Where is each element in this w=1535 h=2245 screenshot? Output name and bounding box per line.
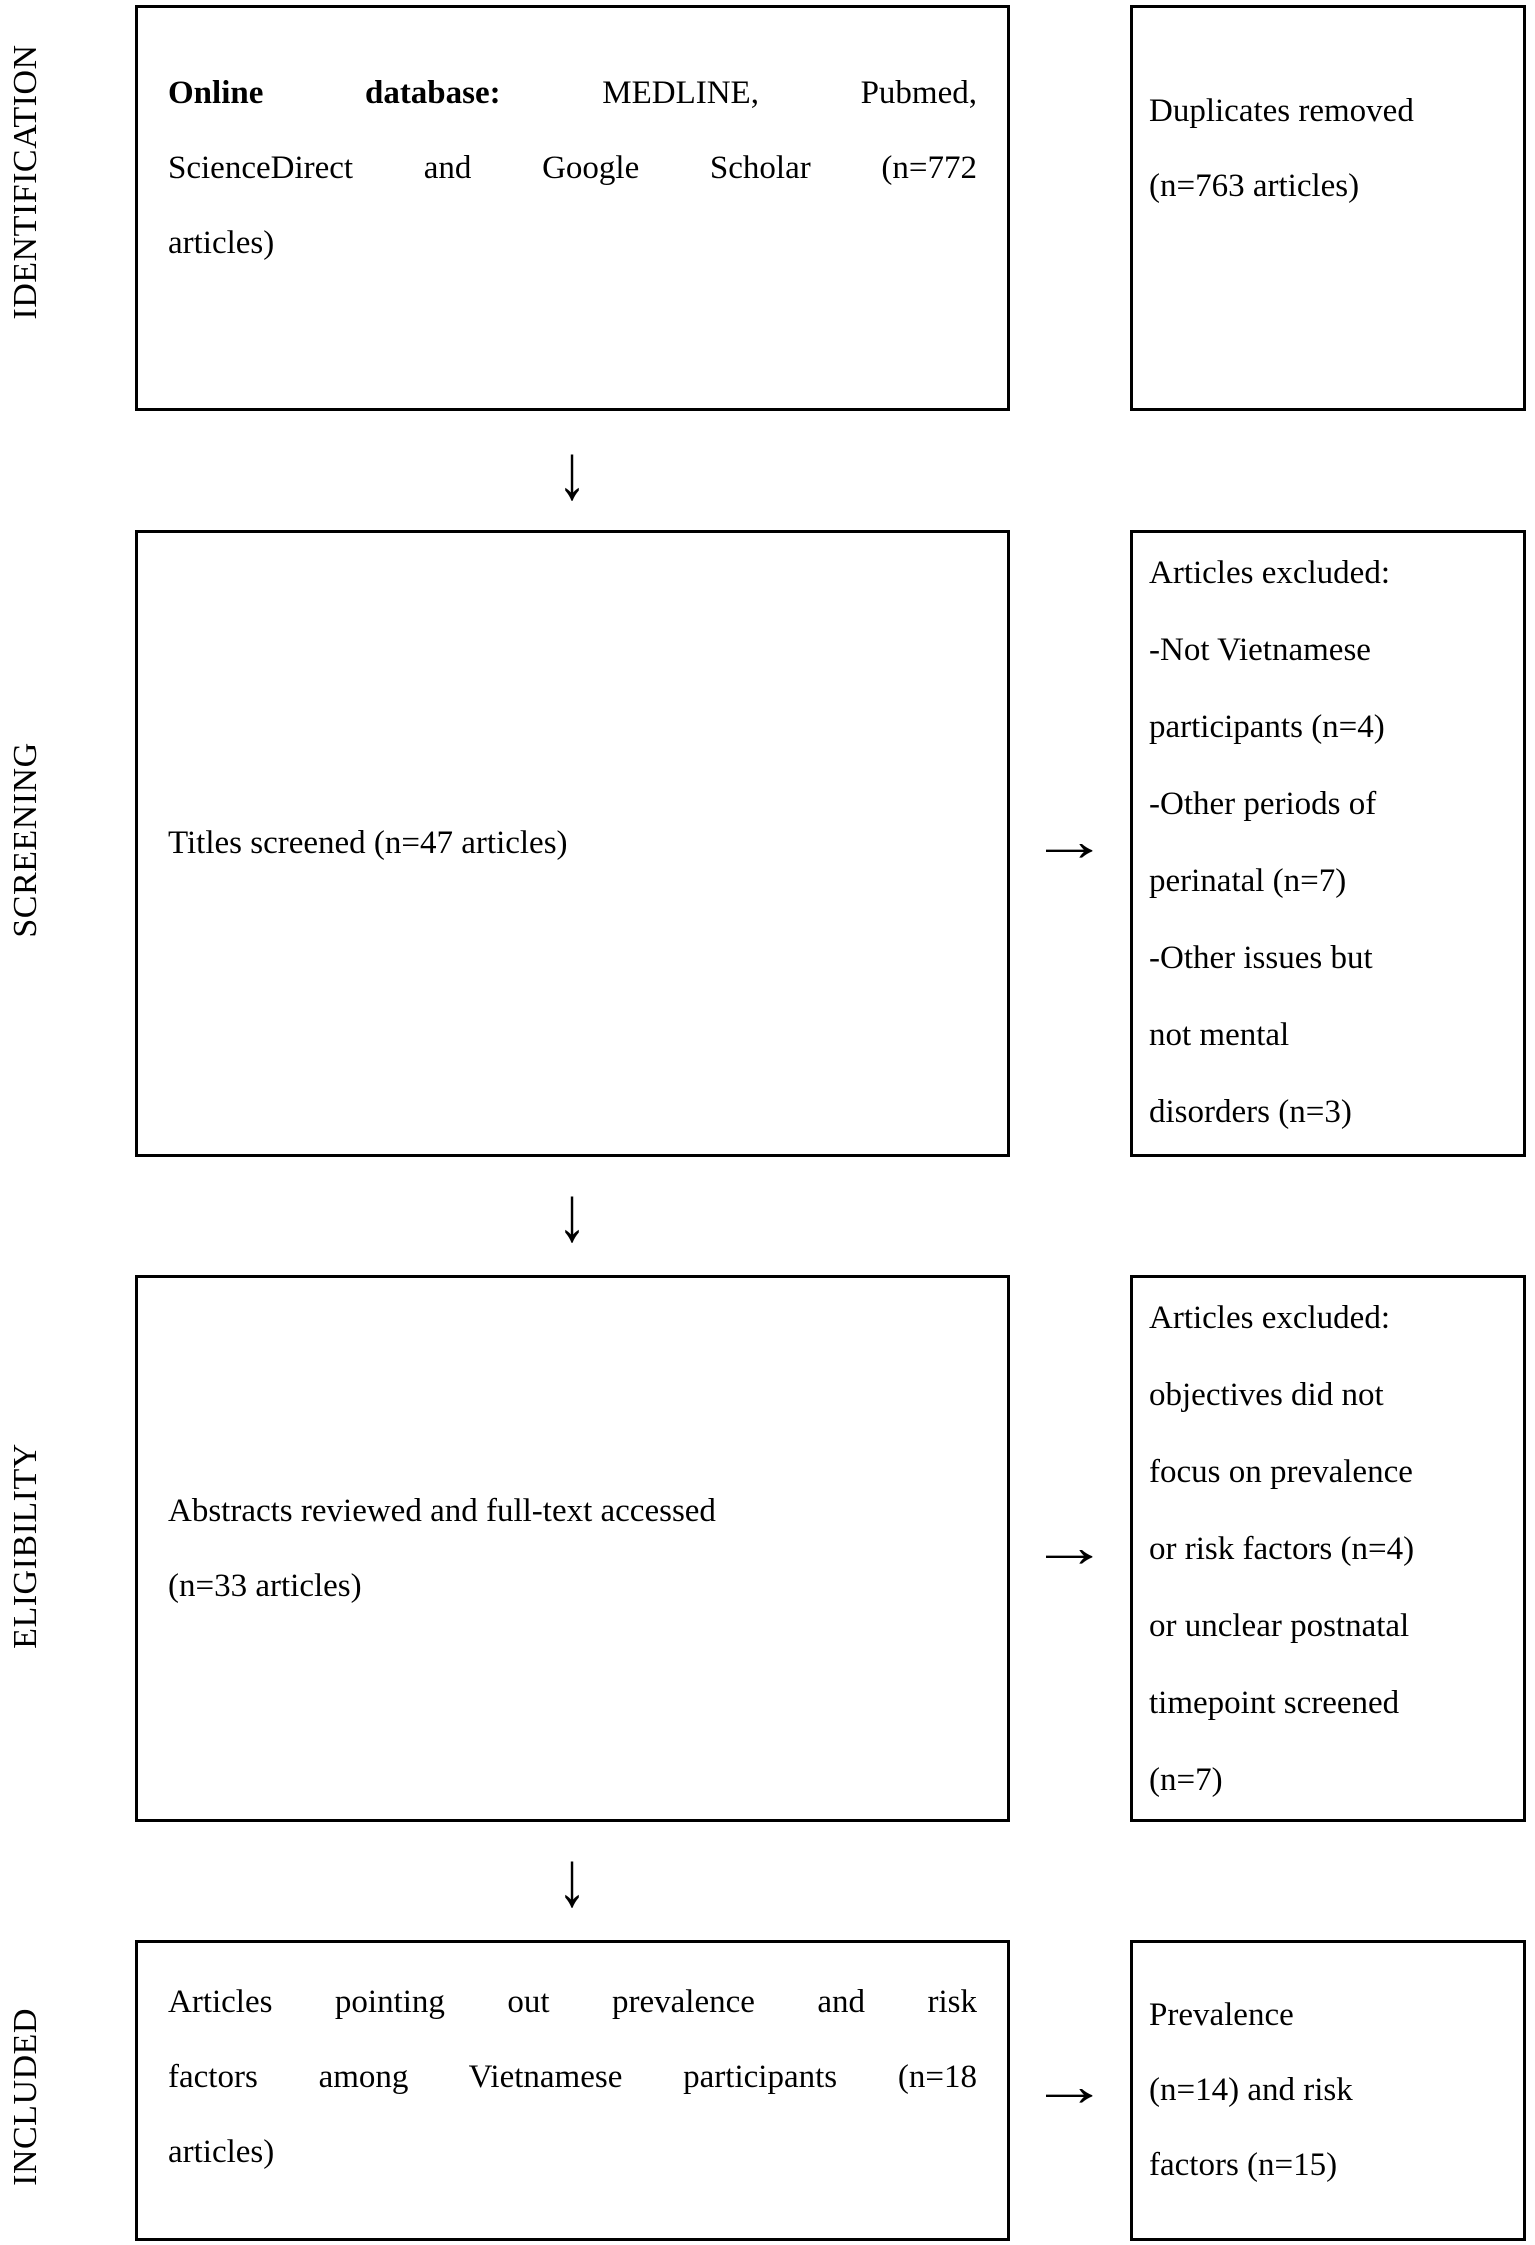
- text-line: (n=14) and risk: [1149, 2072, 1353, 2108]
- text-line: Articles excluded:: [1149, 1300, 1390, 1336]
- down-arrow-1: ↓: [557, 428, 587, 516]
- down-arrow-3: ↓: [557, 1835, 587, 1923]
- right-arrow-included: →: [1029, 2053, 1109, 2119]
- text-line: -Not Vietnamese: [1149, 632, 1371, 668]
- text-span: MEDLINE, Pubmed,: [602, 75, 977, 111]
- text-line: or unclear postnatal: [1149, 1608, 1410, 1644]
- stage-label-included: INCLUDED: [7, 2008, 44, 2186]
- right-arrow-eligibility: →: [1029, 1514, 1109, 1580]
- text-line: participants (n=4): [1149, 709, 1385, 745]
- eligibility-main-box: [135, 1275, 1010, 1822]
- text-line: -Other issues but: [1149, 940, 1373, 976]
- text-line: ScienceDirect and Google Scholar (n=772: [168, 150, 977, 186]
- identification-side-box: [1130, 5, 1526, 411]
- text-line: or risk factors (n=4): [1149, 1531, 1415, 1567]
- text-line: perinatal (n=7): [1149, 863, 1347, 899]
- identification-main-box: [135, 5, 1010, 411]
- text-line: factors (n=15): [1149, 2147, 1338, 2183]
- text-line: Titles screened (n=47 articles): [168, 825, 568, 861]
- text-line: Articles excluded:: [1149, 555, 1390, 591]
- text-line: Duplicates removed: [1149, 93, 1414, 129]
- stage-label-eligibility: ELIGIBILITY: [7, 1443, 44, 1649]
- text-line: articles): [168, 2134, 275, 2170]
- text-line: Articles pointing out prevalence and risk: [168, 1984, 977, 2020]
- text-line: disorders (n=3): [1149, 1094, 1352, 1130]
- stage-label-screening: SCREENING: [7, 742, 44, 938]
- eligibility-side-box: [1130, 1275, 1526, 1822]
- right-arrow-screening: →: [1029, 808, 1109, 874]
- text-line: not mental: [1149, 1017, 1290, 1053]
- included-side-box: [1130, 1940, 1526, 2241]
- screening-main-box: [135, 530, 1010, 1157]
- text-line: objectives did not: [1149, 1377, 1384, 1413]
- down-arrow-2: ↓: [557, 1170, 587, 1258]
- text-line: focus on prevalence: [1149, 1454, 1413, 1490]
- text-line: -Other periods of: [1149, 786, 1377, 822]
- bold-lead-text: Online database:: [168, 75, 501, 111]
- text-line: Abstracts reviewed and full-text accessed: [168, 1492, 716, 1529]
- text-line: (n=33 articles): [168, 1567, 362, 1604]
- text-line: factors among Vietnamese participants (n=18: [168, 2059, 977, 2095]
- included-main-box: [135, 1940, 1010, 2241]
- text-line: (n=763 articles): [1149, 168, 1360, 204]
- text-line: (n=7): [1149, 1762, 1223, 1798]
- text-line: Prevalence: [1149, 1997, 1294, 2033]
- text-line: timepoint screened: [1149, 1685, 1400, 1721]
- stage-label-identification: IDENTIFICATION: [7, 44, 44, 320]
- text-line: [168, 56, 977, 131]
- text-line: articles): [168, 225, 275, 261]
- screening-side-box: [1130, 530, 1526, 1157]
